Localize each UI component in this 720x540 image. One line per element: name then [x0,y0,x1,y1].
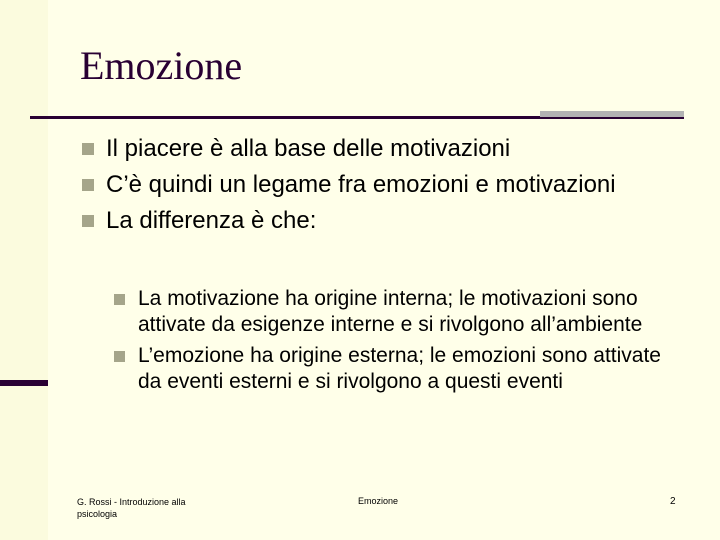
square-bullet-icon [82,179,94,191]
sub-list-item [112,286,682,338]
slide-title: Emozione [80,43,243,88]
square-bullet-icon [114,351,125,362]
footer-title: Emozione [358,496,399,506]
sub-bullet-text: L’emozione ha origine esterna; le emozioni sono attivate da eventi esterni e si rivolgono a questi eventi [138,344,661,393]
bullet-list [80,134,680,242]
page-number: 2 [670,496,676,507]
square-bullet-icon [82,215,94,227]
sub-list-item [112,343,682,395]
left-margin-band [0,0,48,540]
title-divider-accent [540,111,684,117]
square-bullet-icon [114,294,125,305]
bullet-text: Il piacere è alla base delle motivazioni [106,135,511,162]
footer-author: G. Rossi - Introduzione alla psicologia [77,497,186,519]
list-item [80,170,680,200]
sub-bullet-text: La motivazione ha origine interna; le motivazioni sono attivate da esigenze interne e si rivolgono all’ambiente [138,287,643,336]
square-bullet-icon [82,143,94,155]
sub-bullet-list [112,286,682,400]
left-accent-bar [0,380,48,386]
list-item [80,206,680,236]
bullet-text: C’è quindi un legame fra emozioni e motivazioni [106,171,616,198]
bullet-text: La differenza è che: [106,207,317,234]
list-item [80,134,680,164]
